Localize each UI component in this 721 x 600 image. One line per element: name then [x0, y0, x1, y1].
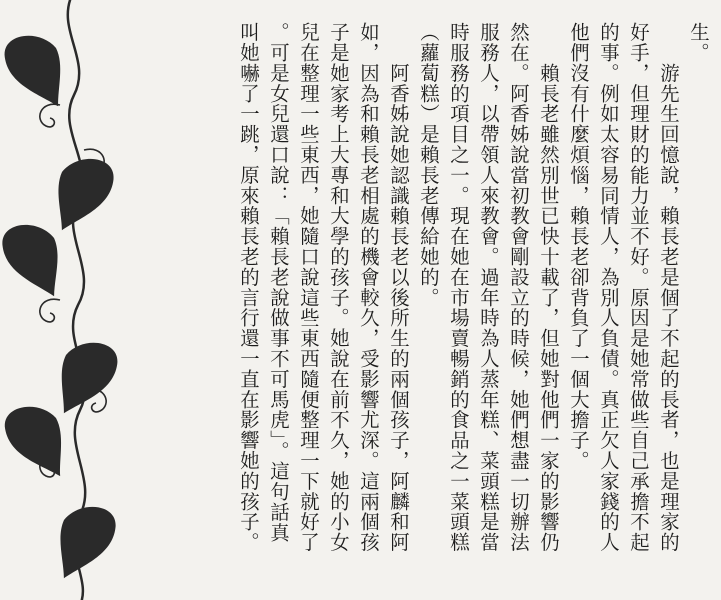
text-column: 時服務的項目之一。現在她在市場賣暢銷的食品之一菜頭糕: [447, 22, 470, 553]
leaf-icon: [54, 156, 115, 235]
text-column: （蘿蔔糕）是賴長老傳給她的。: [417, 22, 440, 308]
text-column: 兒在整理一些東西，她隨口說這些東西隨便整理一下就好了: [297, 22, 320, 553]
text-column: 的事。例如太容易同情人，為別人負債。真正欠人家錢的人: [597, 22, 620, 553]
leaf-icon: [56, 504, 117, 583]
leaf-icon: [56, 339, 120, 420]
text-column: 他們沒有什麼煩惱，賴長老卻背負了一個大擔子。: [567, 22, 590, 471]
leaf-icon: [1, 222, 62, 301]
leaf-vine-ornament: [0, 0, 125, 600]
text-column: 好手，但理財的能力並不好。原因是她常做些自己承擔不起: [627, 22, 650, 553]
text-column: 。可是女兒還口說：「賴長老說做事不可馬虎」。這句話真: [267, 22, 290, 543]
vertical-text-body: [215, 22, 715, 582]
leaf-icon: [2, 32, 66, 113]
leaf-icon: [2, 402, 68, 484]
text-column: 阿香姊說她認識賴長老以後所生的兩個孩子，阿麟和阿: [387, 22, 410, 553]
text-column: 如，因為和賴長老相處的機會較久，受影響尤深。這兩個孩: [357, 22, 380, 553]
text-column: 然在。阿香姊說當初教會剛設立的時候，她們想盡一切辦法: [507, 22, 530, 553]
text-column: 游先生回憶說，賴長老是個了不起的長者，也是理家的: [657, 22, 680, 553]
text-column: 叫她嚇了一跳，原來賴長老的言行還一直在影響她的孩子。: [237, 22, 260, 553]
text-column: 服務人，以帶領人來教會。過年時為人蒸年糕、菜頭糕是當: [477, 22, 500, 553]
text-column: 生。: [687, 22, 710, 63]
text-column: 子是她家考上大專和大學的孩子。她說在前不久，她的小女: [327, 22, 350, 553]
text-column: 賴長老雖然別世已快十載了，但她對他們一家的影響仍: [537, 22, 560, 553]
